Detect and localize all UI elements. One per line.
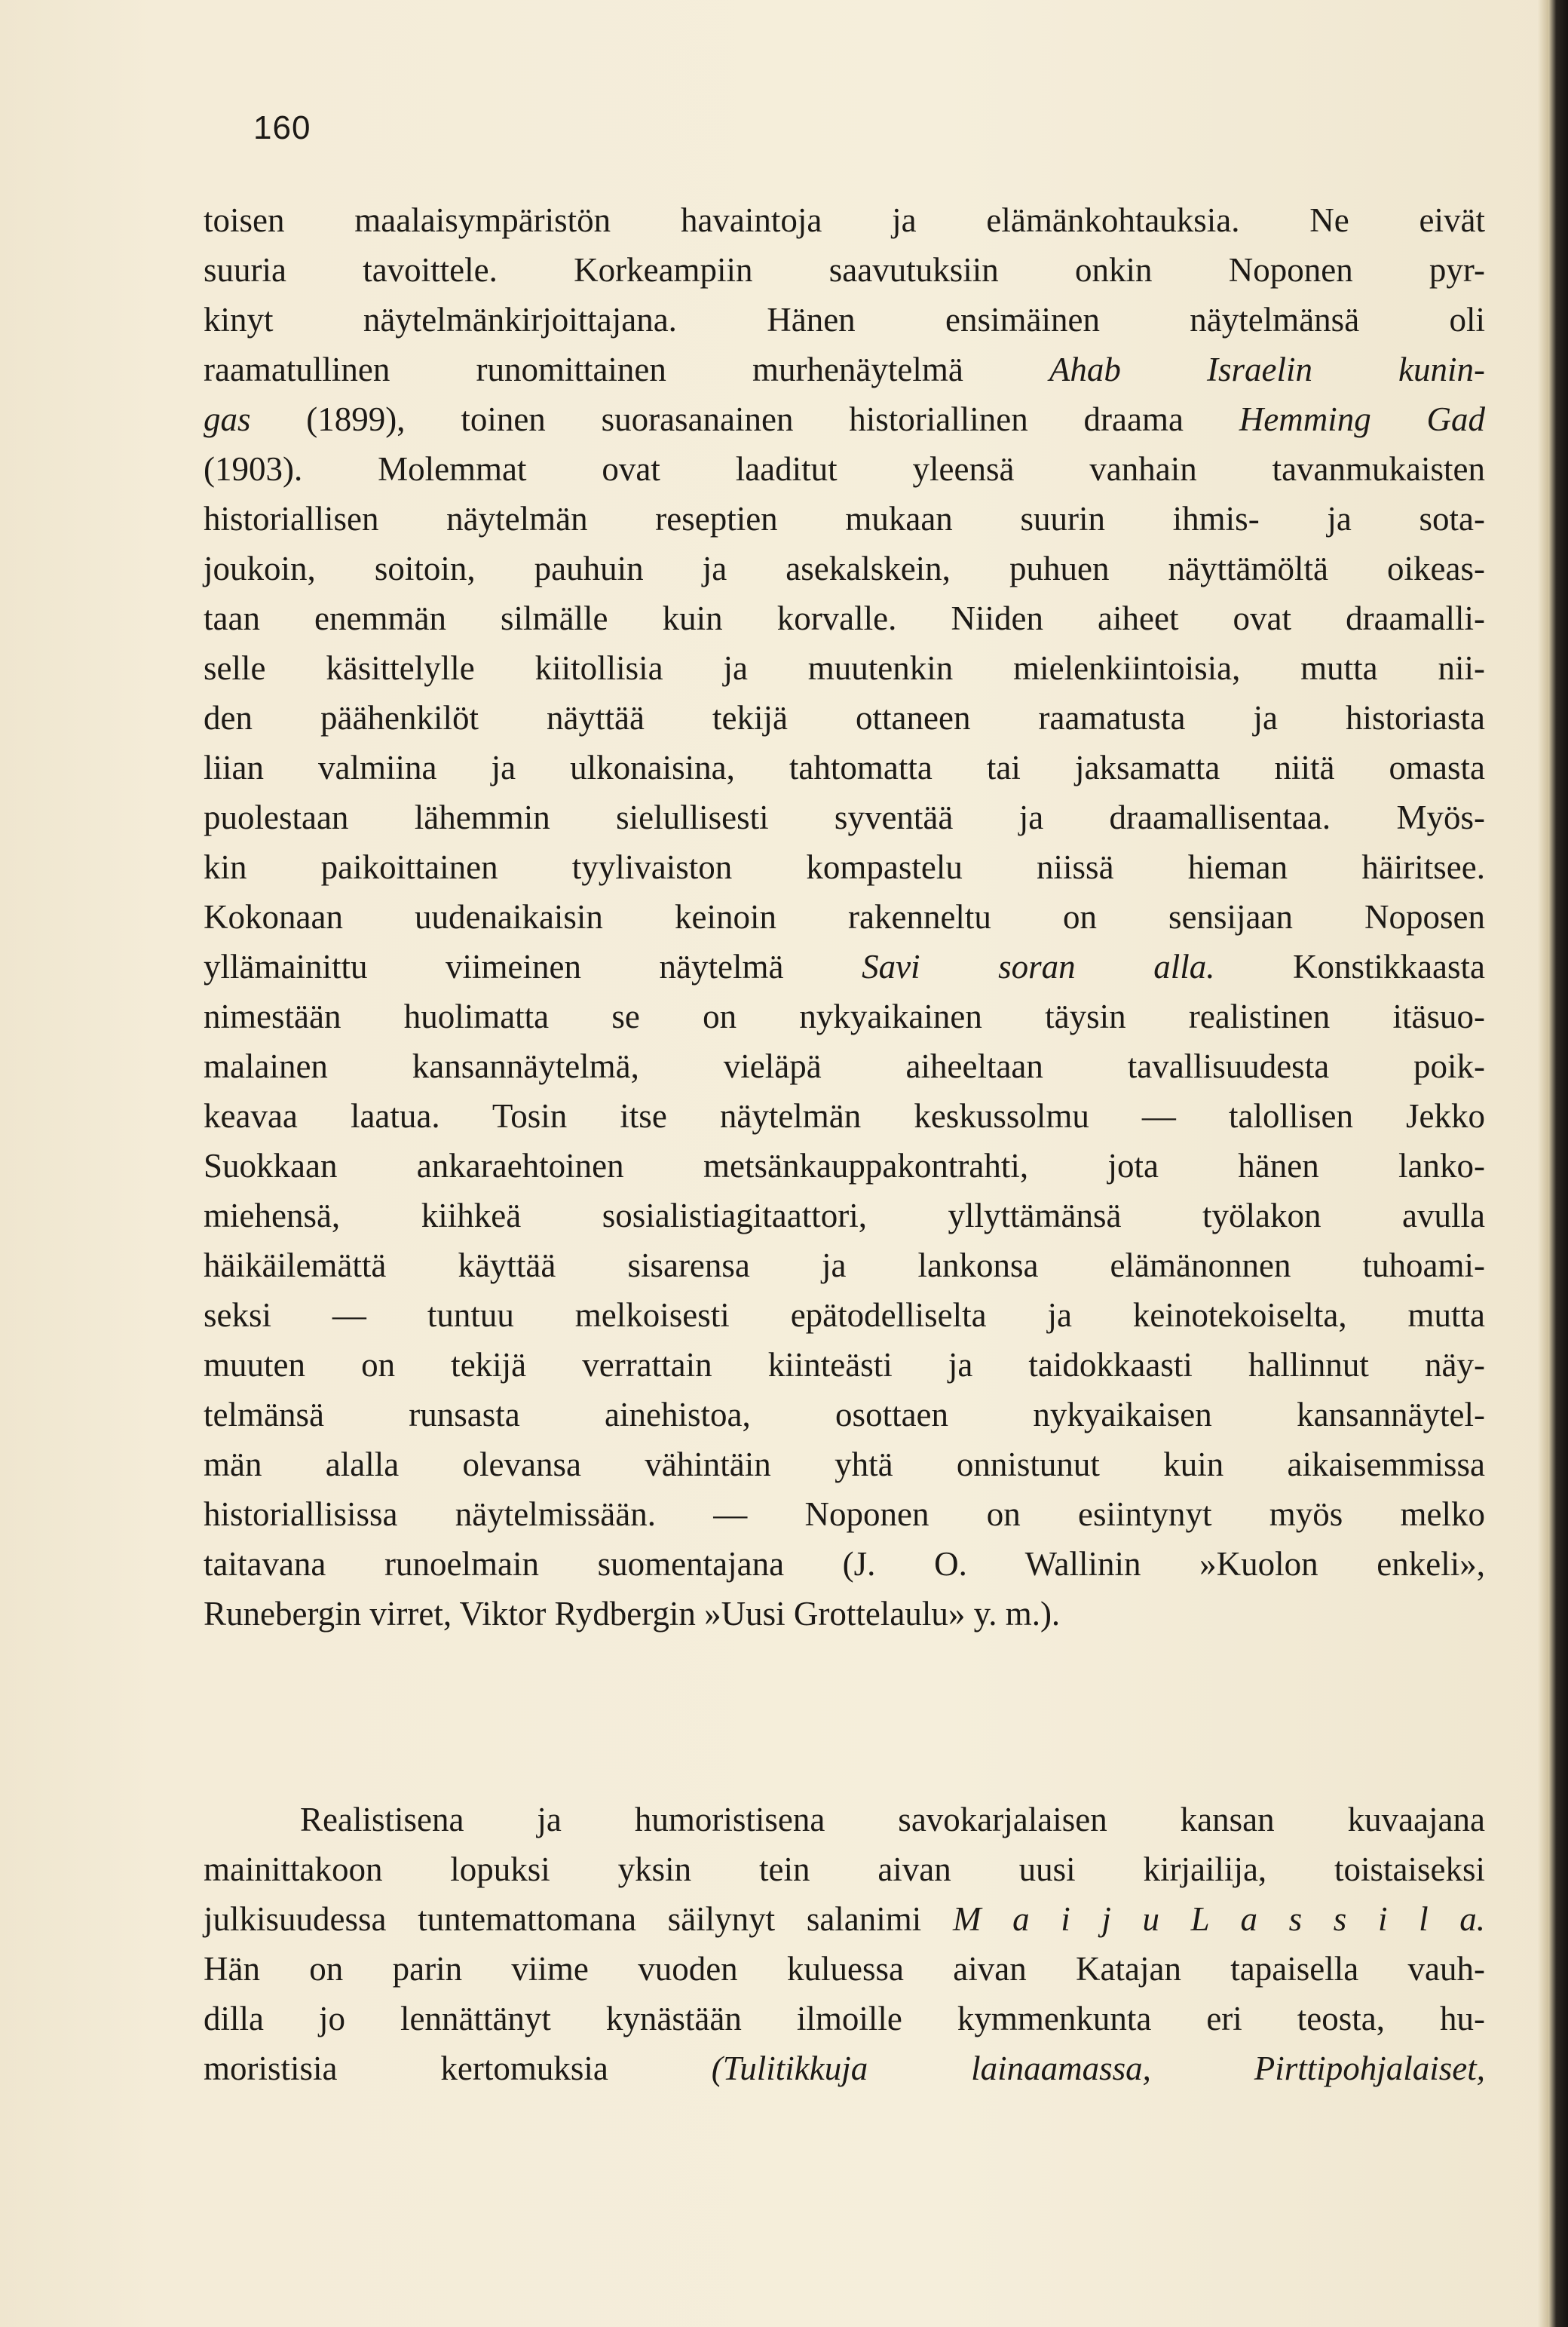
- text-line: Kokonaan uudenaikaisin keinoin rakenneltu on sensijaan Noposen: [204, 898, 1485, 936]
- text-line: Runebergin virret, Viktor Rydbergin »Uusi Grottelaulu» y. m.).: [204, 1595, 1061, 1633]
- text-line: raamatullinen runomittainen murhenäytelmä Ahab Israelin kunin-: [204, 351, 1485, 388]
- text-line: gas (1899), toinen suorasanainen historiallinen draama Hemming Gad: [204, 400, 1485, 438]
- text-line: yllämainittu viimeinen näytelmä Savi soran alla. Konstikkaasta: [204, 948, 1485, 986]
- page-edge-shadow: [1538, 0, 1548, 2327]
- text-line: julkisuudessa tuntemattomana säilynyt salanimi M a i j u L a s s i l a.: [204, 1900, 1486, 1938]
- title-savi-soran-alla: Savi soran alla.: [862, 948, 1215, 986]
- text-line: malainen kansannäytelmä, vieläpä aiheeltaan tavallisuudesta poik-: [204, 1047, 1485, 1085]
- text-line: Suokkaan ankaraehtoinen metsänkauppakontrahti, jota hänen lanko-: [204, 1147, 1485, 1185]
- text-line: män alalla olevansa vähintäin yhtä onnistunut kuin aikaisemmissa: [204, 1446, 1485, 1483]
- text-line: historiallisen näytelmän reseptien mukaan suurin ihmis- ja sota-: [204, 500, 1485, 538]
- text-line: toisen maalaisympäristön havaintoja ja elämänkohtauksia. Ne eivät: [204, 201, 1485, 239]
- page-number: 160: [253, 109, 311, 146]
- text-line: joukoin, soitoin, pauhuin ja asekalskein, puhuen näyttämöltä oikeas-: [204, 550, 1485, 587]
- text-line: kin paikoittainen tyylivaiston kompastelu niissä hieman häiritsee.: [204, 848, 1485, 886]
- text-line: mainittakoon lopuksi yksin tein aivan uusi kirjailija, toistaiseksi: [204, 1850, 1485, 1888]
- title-hemming-gad: Hemming Gad: [1239, 400, 1485, 438]
- paragraph-2: [204, 1795, 1485, 2093]
- text-line: puolestaan lähemmin sielullisesti syventää ja draamallisentaa. Myös-: [204, 799, 1485, 836]
- text-line: liian valmiina ja ulkonaisina, tahtomatta tai jaksamatta niitä omasta: [204, 749, 1485, 786]
- text-line: Hän on parin viime vuoden kuluessa aivan Katajan tapaisella vauh-: [204, 1950, 1485, 1988]
- text-line: den päähenkilöt näyttää tekijä ottaneen raamatusta ja historiasta: [204, 699, 1485, 737]
- text-line: nimestään huolimatta se on nykyaikainen täysin realistinen itäsuo-: [204, 998, 1485, 1035]
- title-ahab-cont: gas: [204, 400, 251, 438]
- book-spine-edge: [1548, 0, 1568, 2327]
- title-ahab: Ahab Israelin kunin-: [1049, 351, 1485, 388]
- text-line: selle käsittelylle kiitollisia ja muutenkin mielenkiintoisia, mutta nii-: [204, 649, 1485, 687]
- text-line: Realistisena ja humoristisena savokarjalaisen kansan kuvaajana: [300, 1801, 1485, 1838]
- text-line: miehensä, kiihkeä sosialistiagitaattori, yllyttämänsä työlakon avulla: [204, 1197, 1485, 1234]
- text-line: taitavana runoelmain suomentajana (J. O. Wallinin »Kuolon enkeli»,: [204, 1545, 1485, 1583]
- text-line: taan enemmän silmälle kuin korvalle. Niiden aiheet ovat draamalli-: [204, 599, 1485, 637]
- paragraph-1: [204, 195, 1485, 1639]
- text-line: keavaa laatua. Tosin itse näytelmän keskussolmu — talollisen Jekko: [204, 1097, 1485, 1135]
- text-line: telmänsä runsasta ainehistoa, osottaen nykyaikaisen kansannäytel-: [204, 1396, 1485, 1433]
- text-line: seksi — tuntuu melkoisesti epätodelliselta ja keinotekoiselta, mutta: [204, 1296, 1485, 1334]
- titles-tulitikkuja: (Tulitikkuja lainaamassa, Pirttipohjalaiset,: [711, 2050, 1485, 2087]
- text-line: häikäilemättä käyttää sisarensa ja lankonsa elämänonnen tuhoami-: [204, 1246, 1485, 1284]
- text-line: moristisia kertomuksia (Tulitikkuja lainaamassa, Pirttipohjalaiset,: [204, 2050, 1485, 2087]
- text-line: kinyt näytelmänkirjoittajana. Hänen ensimäinen näytelmänsä oli: [204, 301, 1485, 339]
- text-line: dilla jo lennättänyt kynästään ilmoille kymmenkunta eri teosta, hu-: [204, 2000, 1485, 2037]
- text-line: historiallisissa näytelmissään. — Noponen on esiintynyt myös melko: [204, 1495, 1485, 1533]
- text-line: (1903). Molemmat ovat laaditut yleensä vanhain tavanmukaisten: [204, 450, 1485, 488]
- pseudonym-maiju-lassila: M a i j u L a s s i l a.: [952, 1900, 1486, 1938]
- text-line: suuria tavoittele. Korkeampiin saavutuksiin onkin Noponen pyr-: [204, 251, 1485, 289]
- text-line: muuten on tekijä verrattain kiinteästi ja taidokkaasti hallinnut näy-: [204, 1346, 1485, 1384]
